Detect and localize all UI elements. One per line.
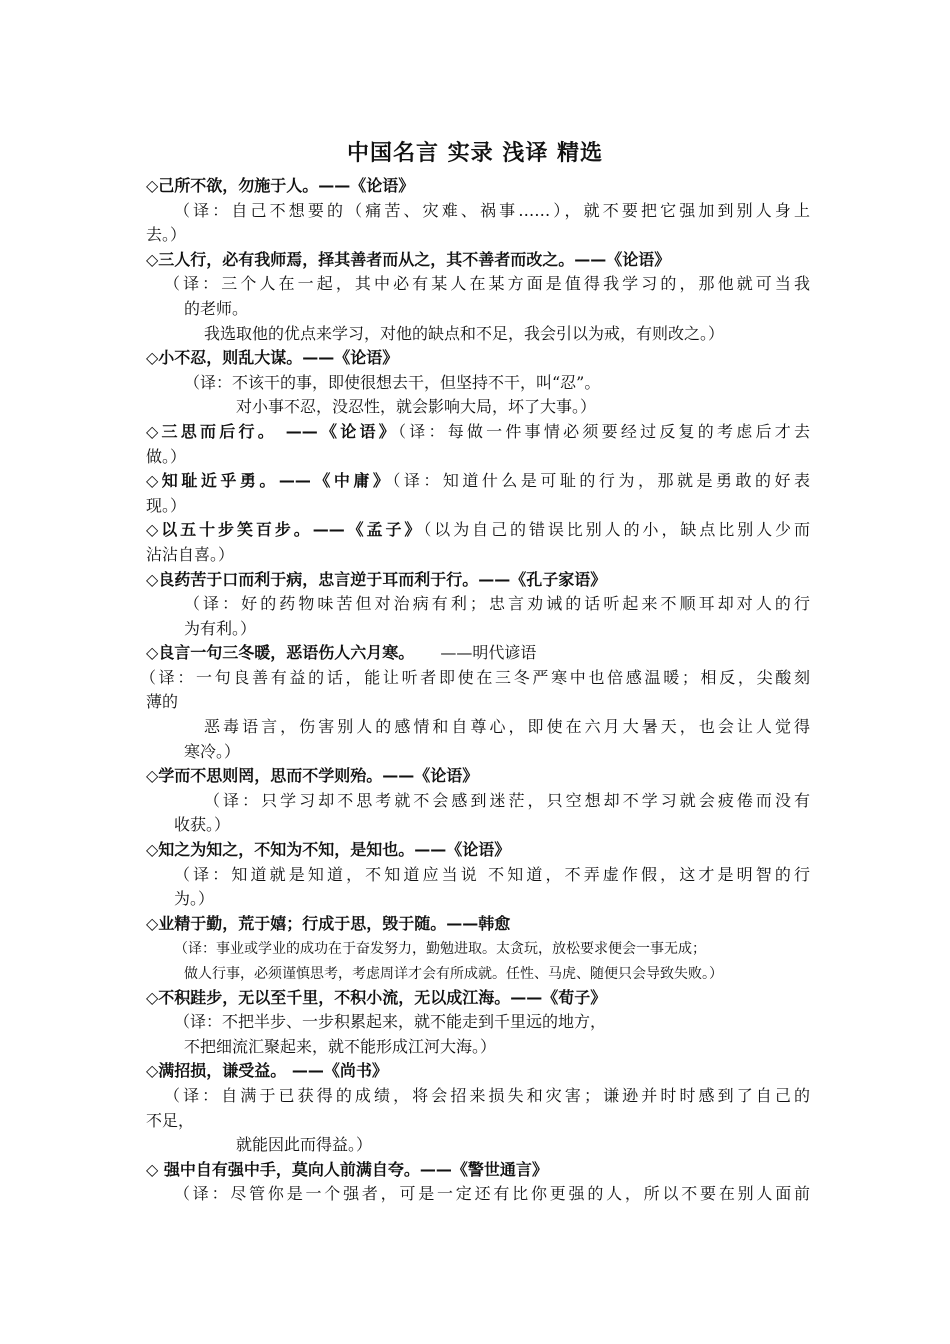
quote-line: ◇三人行，必有我师焉，择其善者而从之，其不善者而改之。——《论语》 (146, 249, 671, 269)
translation-line: 的老师。 (184, 298, 249, 318)
quote-line: ◇业精于勤，荒于嬉；行成于思，毁于随。——韩愈 (146, 913, 511, 933)
translation-line: 做人行事，必须谨慎思考，考虑周详才会有所成就。任性、马虎、随便只会导致失败。） (184, 966, 723, 982)
translation-line: 恶毒语言，伤害别人的感情和自尊心，即使在六月大暑天，也会让人觉得 (204, 717, 810, 737)
quote-line: ◇满招损，谦受益。 ——《尚书》 (146, 1061, 388, 1081)
quote-line: ◇知耻近乎勇。——《中庸》（译：知道什么是可耻的行为，那就是勇敢的好表 (146, 471, 810, 491)
translation-line: （译：不把半步、一步积累起来，就不能走到千里远的地方， (174, 1012, 607, 1032)
translation-line: 做。） (146, 446, 187, 466)
quote-line: ◇以五十步笑百步。——《孟子》（以为自己的错误比别人的小，缺点比别人少而 (146, 520, 810, 540)
translation-line: （译：一句良善有益的话，能让听者即使在三冬严寒中也倍感温暖；相反，尖酸刻 (140, 667, 810, 687)
quote-line: ◇良药苦于口而利于病，忠言逆于耳而利于行。——《孔子家语》 (146, 569, 607, 589)
translation-line: （译：只学习却不思考就不会感到迷茫，只空想却不学习就会疲倦而没有 (204, 790, 810, 810)
quote-line: ◇ 强中自有强中手，莫向人前满自夸。——《警世通言》 (146, 1159, 548, 1179)
quote-line: ◇学而不思则罔，思而不学则殆。——《论语》 (146, 766, 479, 786)
translation-line: （译：尽管你是一个强者，可是一定还有比你更强的人，所以不要在别人面前 (174, 1184, 810, 1204)
quotes-body (140, 174, 810, 1207)
translation-line: 薄的 (146, 692, 179, 712)
translation-line: 收获。） (174, 815, 231, 835)
translation-line: 寒冷。） (184, 741, 241, 761)
translation-line: 我选取他的优点来学习，对他的缺点和不足，我会引以为戒，有则改之。） (204, 323, 725, 343)
translation-line: 不足， (146, 1110, 195, 1130)
translation-line: （译：不该干的事，即使很想去干，但坚持不干，叫“忍”。 (184, 372, 601, 392)
quote-line: ◇知之为知之，不知为不知，是知也。——《论语》 (146, 840, 511, 860)
quote-line: ◇三思而后行。 ——《论语》（译：每做一件事情必须要经过反复的考虑后才去 (146, 421, 810, 441)
translation-line: 去。） (146, 225, 187, 245)
translation-line: （译：好的药物味苦但对治病有利；忠言劝诫的话听起来不顺耳却对人的行 (184, 594, 810, 614)
translation-line: 沾沾自喜。） (146, 544, 235, 564)
quote-line: ◇良言一句三冬暖，恶语伤人六月寒。 ——明代谚语 (146, 643, 537, 663)
translation-line: 为有利。） (184, 618, 257, 638)
translation-line: （译：知道就是知道，不知道应当说 不知道，不弄虚作假，这才是明智的行 (174, 864, 810, 884)
translation-line: （译：三个人在一起，其中必有某人在某方面是值得我学习的，那他就可当我 (164, 274, 810, 294)
quote-line: ◇小不忍，则乱大谋。——《论语》 (146, 348, 399, 368)
translation-line: （译：自满于已获得的成绩，将会招来损失和灾害；谦逊并时时感到了自己的 (164, 1085, 810, 1105)
translation-line: （译：自己不想要的（痛苦、灾难、祸事……），就不要把它强加到别人身上 (174, 200, 810, 220)
page-title: 中国名言 实录 浅译 精选 (347, 141, 603, 166)
translation-line: 不把细流汇聚起来，就不能形成江河大海。） (184, 1036, 497, 1056)
translation-line: 就能因此而得益。） (236, 1135, 373, 1155)
translation-line: 为。） (174, 889, 215, 909)
quote-line: ◇己所不欲，勿施于人。——《论语》 (146, 176, 415, 195)
quote-line: ◇不积跬步，无以至千里，不积小流，无以成江海。——《荀子》 (146, 987, 607, 1007)
translation-line: 现。） (146, 495, 187, 515)
translation-line: （译：事业或学业的成功在于奋发努力，勤勉进取。太贪玩，放松要求便会一事无成； (174, 941, 706, 958)
translation-line: 对小事不忍，没忍性，就会影响大局，坏了大事。） (236, 397, 597, 417)
